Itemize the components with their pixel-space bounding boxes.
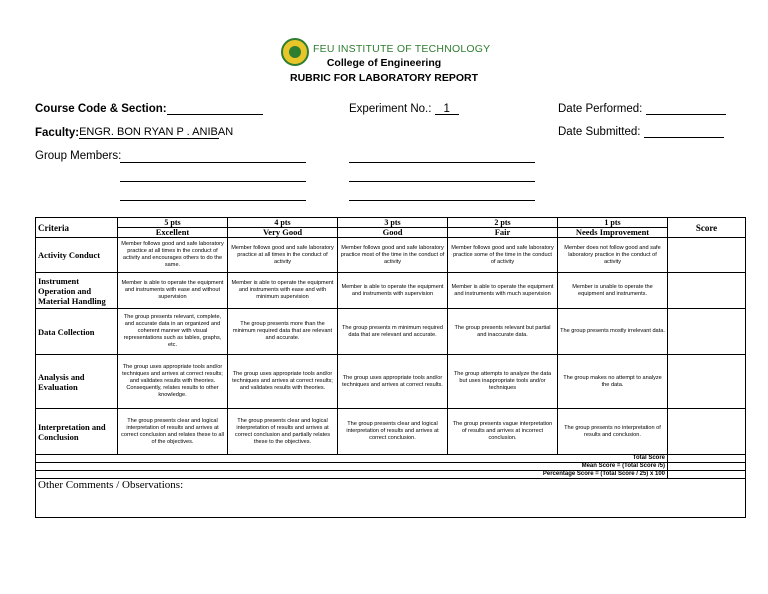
faculty-label: Faculty: xyxy=(35,127,80,139)
rubric-cell: Member is able to operate the equipment and instruments with supervision xyxy=(338,273,448,309)
mean-score-cell[interactable] xyxy=(668,463,746,471)
rubric-cell: Member is able to operate the equipment and instruments with much supervision xyxy=(448,273,558,309)
criterion-label: Interpretation and Conclusion xyxy=(36,409,118,455)
level-points: 1 pts xyxy=(604,217,621,227)
institute-name: FEU INSTITUTE OF TECHNOLOGY xyxy=(313,43,491,55)
total-score-row xyxy=(36,455,746,463)
course-code-field xyxy=(35,103,263,115)
score-cell[interactable] xyxy=(668,409,746,455)
rubric-cell: The group presents relevant but partial and inaccurate data. xyxy=(448,309,558,355)
rubric-cell: Member follows good and safe laboratory practice some of the time in the conduct of activity xyxy=(448,238,558,273)
date-performed-field xyxy=(558,103,726,115)
score-cell[interactable] xyxy=(668,238,746,273)
score-cell[interactable] xyxy=(668,309,746,355)
rubric-cell: The group presents more than the minimum required data that are relevant and accurate. xyxy=(228,309,338,355)
course-code-label: Course Code & Section: xyxy=(35,103,167,115)
criteria-header: Criteria xyxy=(36,218,118,238)
level-name: Needs Improvement xyxy=(558,227,667,237)
level-header xyxy=(338,218,448,238)
score-header: Score xyxy=(668,218,746,238)
level-name: Excellent xyxy=(118,227,227,237)
level-name: Fair xyxy=(448,227,557,237)
level-header xyxy=(228,218,338,238)
date-performed-blank[interactable] xyxy=(646,103,726,115)
rubric-cell: The group makes no attempt to analyze the data. xyxy=(558,355,668,409)
faculty-field xyxy=(35,126,234,139)
level-points: 2 pts xyxy=(494,217,511,227)
criterion-label: Data Collection xyxy=(36,309,118,355)
rubric-cell: Member follows good and safe laboratory practice at all times in the conduct of activity and encourages others to do the same. xyxy=(118,238,228,273)
rubric-cell: Member is able to operate the equipment and instruments with ease and with minimum supervision xyxy=(228,273,338,309)
total-score-cell[interactable] xyxy=(668,455,746,463)
member-line[interactable] xyxy=(349,181,535,182)
rubric-cell: The group presents clear and logical interpretation of results and arrives at correct conclusion and relates these to all of the objectives. xyxy=(118,409,228,455)
criterion-label: Instrument Operation and Material Handling xyxy=(36,273,118,309)
document-title: RUBRIC FOR LABORATORY REPORT xyxy=(289,72,479,84)
rubric-row xyxy=(36,355,746,409)
faculty-value[interactable]: ENGR. BON RYAN P . ANIBAN xyxy=(79,126,234,138)
score-cell[interactable] xyxy=(668,355,746,409)
member-line[interactable] xyxy=(120,181,306,182)
date-submitted-label: Date Submitted: xyxy=(558,126,641,138)
rubric-cell: The group uses appropriate tools and/or techniques and arrives at correct results; and validates results with theories. xyxy=(228,355,338,409)
total-score-label: Total Score xyxy=(36,455,668,463)
percentage-score-label: Percentage Score = (Total Score / 25) x 100 xyxy=(36,471,668,479)
percentage-score-cell[interactable] xyxy=(668,471,746,479)
rubric-cell: The group presents no interpretation of results and conclusion. xyxy=(558,409,668,455)
percentage-score-row xyxy=(36,471,746,479)
member-line[interactable] xyxy=(349,200,535,201)
comments-field[interactable]: Other Comments / Observations: xyxy=(36,479,746,518)
college-name: College of Engineering xyxy=(326,57,442,69)
rubric-row xyxy=(36,409,746,455)
rubric-cell: The group attempts to analyze the data but uses inappropriate tools and/or techniques xyxy=(448,355,558,409)
level-name: Very Good xyxy=(228,227,337,237)
level-points: 5 pts xyxy=(164,217,181,227)
rubric-cell: Member does not follow good and safe laboratory practice in the conduct of activity xyxy=(558,238,668,273)
member-line[interactable] xyxy=(349,162,535,163)
rubric-header-row xyxy=(36,218,746,238)
criterion-label: Analysis and Evaluation xyxy=(36,355,118,409)
date-submitted-field xyxy=(558,126,724,138)
rubric-row xyxy=(36,309,746,355)
member-line[interactable] xyxy=(120,162,306,163)
rubric-cell: The group uses appropriate tools and/or techniques and arrives at correct results. xyxy=(338,355,448,409)
rubric-cell: The group presents clear and logical interpretation of results and arrives at correct conclusion and partially relates these to the objectives. xyxy=(228,409,338,455)
level-header xyxy=(118,218,228,238)
experiment-value[interactable]: 1 xyxy=(435,103,459,115)
group-members-label: Group Members: xyxy=(35,150,122,162)
rubric-cell: The group presents clear and logical interpretation of results and arrives at correct conclusion. xyxy=(338,409,448,455)
rubric-row xyxy=(36,273,746,309)
member-line[interactable] xyxy=(120,200,306,201)
rubric-cell: Member follows good and safe laboratory practice most of the time in the conduct of activity xyxy=(338,238,448,273)
rubric-cell: Member follows good and safe laboratory practice at all times in the conduct of activity xyxy=(228,238,338,273)
level-points: 4 pts xyxy=(274,217,291,227)
date-performed-label: Date Performed: xyxy=(558,103,643,115)
rubric-cell: The group presents m minimum required data that are relevant and accurate. xyxy=(338,309,448,355)
rubric-cell: The group uses appropriate tools and/or techniques and arrives at correct results; and validates results with theories. Consequently, relates results to other knowledge. xyxy=(118,355,228,409)
document-header xyxy=(0,38,768,88)
rubric-row xyxy=(36,238,746,273)
rubric-cell: The group presents relevant, complete, and accurate data in an organized and coherent manner with visual representations such as tables, graphs, etc. xyxy=(118,309,228,355)
rubric-table xyxy=(35,217,746,518)
mean-score-label: Mean Score = (Total Score /5) xyxy=(36,463,668,471)
level-header xyxy=(448,218,558,238)
level-name: Good xyxy=(338,227,447,237)
date-submitted-blank[interactable] xyxy=(644,126,724,138)
experiment-label: Experiment No.: xyxy=(349,103,432,115)
rubric-cell: The group presents vague interpretation of results and arrives at incorrect conclusion. xyxy=(448,409,558,455)
criterion-label: Activity Conduct xyxy=(36,238,118,273)
course-code-blank[interactable] xyxy=(167,103,263,115)
level-header xyxy=(558,218,668,238)
comments-row xyxy=(36,479,746,518)
experiment-field xyxy=(349,103,459,115)
rubric-cell: Member is able to operate the equipment and instruments with ease and without supervision xyxy=(118,273,228,309)
level-points: 3 pts xyxy=(384,217,401,227)
rubric-cell: The group presents mostly irrelevant data. xyxy=(558,309,668,355)
score-cell[interactable] xyxy=(668,273,746,309)
mean-score-row xyxy=(36,463,746,471)
rubric-cell: Member is unable to operate the equipment and instruments. xyxy=(558,273,668,309)
